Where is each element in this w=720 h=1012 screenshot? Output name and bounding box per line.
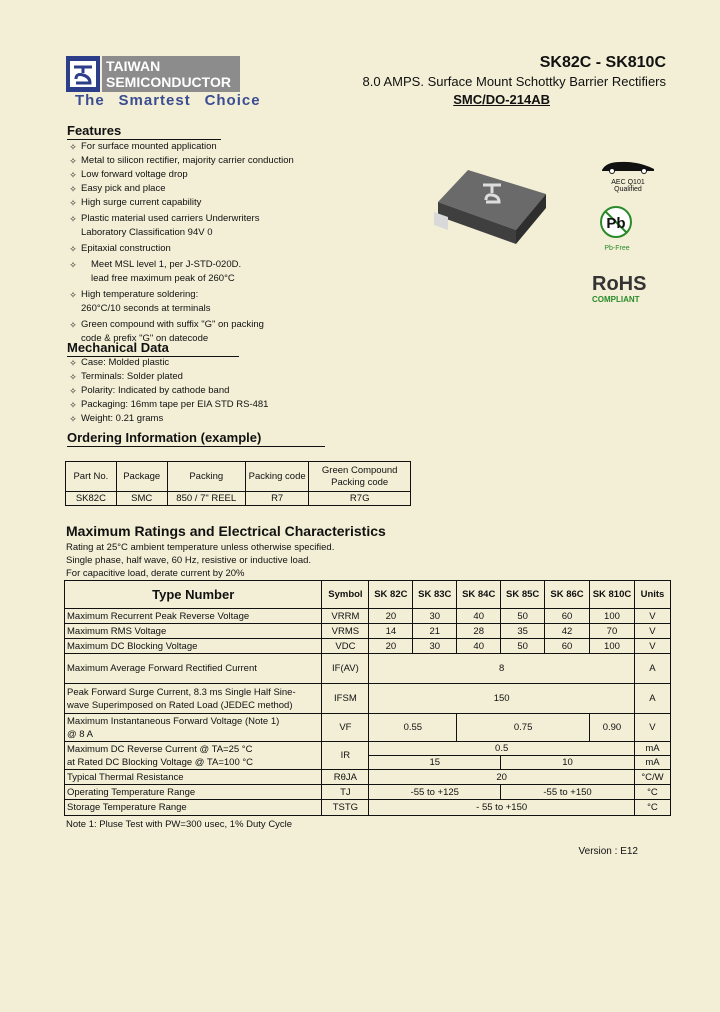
table-cell: 100 [590, 639, 635, 654]
table-cell: 30 [413, 609, 457, 624]
table-cell: 10 [501, 756, 635, 770]
table-cell: 150 [369, 684, 635, 714]
part-title: SK82C - SK810C [539, 54, 666, 71]
param-unit: mA [634, 756, 670, 770]
param-label: Maximum Average Forward Rectified Current [65, 654, 322, 684]
table-cell: SMC [116, 492, 167, 506]
param-label: Typical Thermal Resistance [65, 770, 322, 785]
table-header-row [66, 462, 411, 492]
list-item-continuation: code & prefix "G" on datecode [81, 333, 209, 344]
param-unit: V [634, 714, 670, 742]
table-cell: 50 [501, 639, 545, 654]
list-item: ✧ Low forward voltage drop [69, 169, 188, 180]
param-label: Maximum RMS Voltage [65, 624, 322, 639]
param-symbol: VRRM [322, 609, 369, 624]
ratings-title: Maximum Ratings and Electrical Characteristics [66, 523, 386, 539]
param-symbol: IFSM [322, 684, 369, 714]
param-unit: °C [634, 785, 670, 800]
table-cell: 8 [369, 654, 635, 684]
tagline-word-1: The [75, 92, 105, 109]
ts-logo-icon [66, 56, 100, 92]
rohs-label: RoHS [592, 273, 647, 295]
ratings-table [64, 580, 671, 816]
car-icon [598, 158, 658, 174]
list-item: ✧ Weight: 0.21 grams [69, 413, 164, 424]
list-item-continuation: Laboratory Classification 94V 0 [81, 227, 213, 238]
pb-free-icon [594, 204, 640, 240]
list-item: ✧ Plastic material used carriers Underwriters [69, 213, 260, 224]
rohs-compliant-label: COMPLIANT [592, 295, 640, 304]
table-cell: 14 [369, 624, 413, 639]
pb-free-badge [594, 204, 640, 252]
list-item: ✧ Case: Molded plastic [69, 357, 170, 368]
pb-free-label: Pb-Free [604, 245, 630, 252]
list-item: ✧ Terminals: Solder plated [69, 371, 183, 382]
param-label: Maximum DC Blocking Voltage [65, 639, 322, 654]
table-cell: 850 / 7" REEL [167, 492, 245, 506]
table-row [65, 742, 671, 756]
type-header: SK 84C [457, 581, 501, 609]
table-row [65, 639, 671, 654]
table-cell: 35 [501, 624, 545, 639]
param-label [65, 714, 322, 742]
version-label: Version : E12 [578, 846, 638, 857]
list-item: ✧ Metal to silicon rectifier, majority carrier conduction [69, 155, 294, 166]
condition-line: Single phase, half wave, 60 Hz, resistive or inductive load. [66, 555, 312, 566]
tagline-word-3: Choice [204, 92, 261, 109]
package-name: SMC/DO-214AB [453, 92, 550, 107]
company-name [102, 56, 240, 92]
param-label: Maximum Recurrent Peak Reverse Voltage [65, 609, 322, 624]
table-header-cell: Package [116, 462, 167, 492]
type-header: SK 86C [545, 581, 590, 609]
table-header-cell: Green Compound Packing code [309, 462, 411, 492]
ratings-conditions [66, 541, 334, 580]
symbol-header: Symbol [322, 581, 369, 609]
table-row [65, 624, 671, 639]
list-item: ✧ For surface mounted application [69, 141, 217, 152]
list-item: ✧ Easy pick and place [69, 183, 166, 194]
table-cell: 20 [369, 609, 413, 624]
tagline [75, 92, 261, 109]
type-header: SK 82C [369, 581, 413, 609]
table-row [65, 714, 671, 742]
table-cell: -55 to +125 [369, 785, 501, 800]
table-cell: 40 [457, 639, 501, 654]
param-symbol: RθJA [322, 770, 369, 785]
param-label [65, 742, 322, 770]
table-header-row [65, 581, 671, 609]
param-symbol: IF(AV) [322, 654, 369, 684]
table-row [65, 770, 671, 785]
table-cell: 60 [545, 639, 590, 654]
list-item: ✧ Meet MSL level 1, per J-STD-020D. [69, 259, 242, 270]
param-label: Storage Temperature Range [65, 800, 322, 816]
table-cell: 15 [369, 756, 501, 770]
param-label-line: Maximum DC Reverse Current @ TA=25 °C [67, 743, 253, 755]
param-symbol: TSTG [322, 800, 369, 816]
table-header-cell: Packing code [245, 462, 308, 492]
condition-line: For capacitive load, derate current by 20% [66, 568, 245, 579]
table-row [65, 684, 671, 714]
param-unit: V [634, 624, 670, 639]
table-row [66, 492, 411, 506]
list-item-continuation: 260°C/10 seconds at terminals [81, 303, 211, 314]
type-header: SK 810C [590, 581, 635, 609]
table-cell: 40 [457, 609, 501, 624]
param-unit: °C [634, 800, 670, 816]
table-header-cell: Packing [167, 462, 245, 492]
table-row [65, 800, 671, 816]
ordering-table [65, 461, 411, 506]
table-cell: 30 [413, 639, 457, 654]
company-logo [66, 56, 240, 92]
table-cell: 20 [369, 770, 635, 785]
param-unit: mA [634, 742, 670, 756]
aec-label: AEC Q101 Qualified [611, 179, 645, 193]
company-name-line1: TAIWAN [106, 58, 161, 74]
type-header: SK 83C [413, 581, 457, 609]
list-item: ✧ High surge current capability [69, 197, 202, 208]
table-cell: 0.90 [590, 714, 635, 742]
param-label-line: Peak Forward Surge Current, 8.3 ms Single Half Sine- [67, 686, 296, 698]
param-symbol: VDC [322, 639, 369, 654]
tagline-word-2: Smartest [118, 92, 191, 109]
param-symbol: TJ [322, 785, 369, 800]
param-unit: V [634, 609, 670, 624]
list-item: ✧ High temperature soldering: [69, 289, 199, 300]
table-cell: 0.5 [369, 742, 635, 756]
table-cell: 0.75 [457, 714, 590, 742]
param-label [65, 684, 322, 714]
pb-symbol: Pb [606, 215, 626, 232]
table-row [65, 785, 671, 800]
param-unit: A [634, 684, 670, 714]
features-title: Features [67, 123, 221, 140]
param-unit: V [634, 639, 670, 654]
table-cell: - 55 to +150 [369, 800, 635, 816]
mechanical-title: Mechanical Data [67, 340, 239, 357]
table-cell: 50 [501, 609, 545, 624]
table-cell: 42 [545, 624, 590, 639]
table-cell: R7G [309, 492, 411, 506]
param-symbol: VRMS [322, 624, 369, 639]
table-cell: 100 [590, 609, 635, 624]
param-label-line: Maximum Instantaneous Forward Voltage (Note 1) [67, 715, 280, 727]
param-label: Operating Temperature Range [65, 785, 322, 800]
list-item: ✧ Epitaxial construction [69, 243, 171, 254]
table-row [65, 654, 671, 684]
table-cell: 60 [545, 609, 590, 624]
condition-line: Rating at 25°C ambient temperature unless otherwise specified. [66, 542, 335, 553]
list-item: ✧ Polarity: Indicated by cathode band [69, 385, 230, 396]
company-name-line2: SEMICONDUCTOR [106, 74, 231, 90]
table-row [65, 609, 671, 624]
list-item: ✧ Green compound with suffix "G" on packing [69, 319, 264, 330]
table-cell: 28 [457, 624, 501, 639]
table-header-cell: Part No. [66, 462, 117, 492]
table-cell: 70 [590, 624, 635, 639]
param-symbol: VF [322, 714, 369, 742]
units-header: Units [634, 581, 670, 609]
table-cell: SK82C [66, 492, 117, 506]
table-cell: 0.55 [369, 714, 457, 742]
type-number-header: Type Number [65, 581, 322, 609]
table-cell: R7 [245, 492, 308, 506]
table-cell: 21 [413, 624, 457, 639]
features-list [65, 140, 365, 346]
table-cell: -55 to +150 [501, 785, 635, 800]
product-subtitle: 8.0 AMPS. Surface Mount Schottky Barrier Rectifiers [362, 74, 666, 89]
aec-badge [598, 158, 658, 193]
param-label-line: wave Superimposed on Rated Load (JEDEC method) [67, 699, 293, 711]
footnote: Note 1: Pluse Test with PW=300 usec, 1% Duty Cycle [66, 819, 293, 830]
list-item-continuation: lead free maximum peak of 260°C [91, 273, 235, 284]
param-unit: A [634, 654, 670, 684]
rohs-badge [592, 273, 648, 304]
type-header: SK 85C [501, 581, 545, 609]
list-item: ✧ Packaging: 16mm tape per EIA STD RS-481 [69, 399, 269, 410]
param-symbol: IR [322, 742, 369, 770]
table-cell: 20 [369, 639, 413, 654]
param-label-line: at Rated DC Blocking Voltage @ TA=100 °C [67, 756, 254, 768]
param-label-line: @ 8 A [67, 728, 94, 740]
mechanical-list [65, 356, 365, 426]
smc-package-image [428, 160, 548, 250]
param-unit: °C/W [634, 770, 670, 785]
ordering-title: Ordering Information (example) [67, 430, 325, 447]
